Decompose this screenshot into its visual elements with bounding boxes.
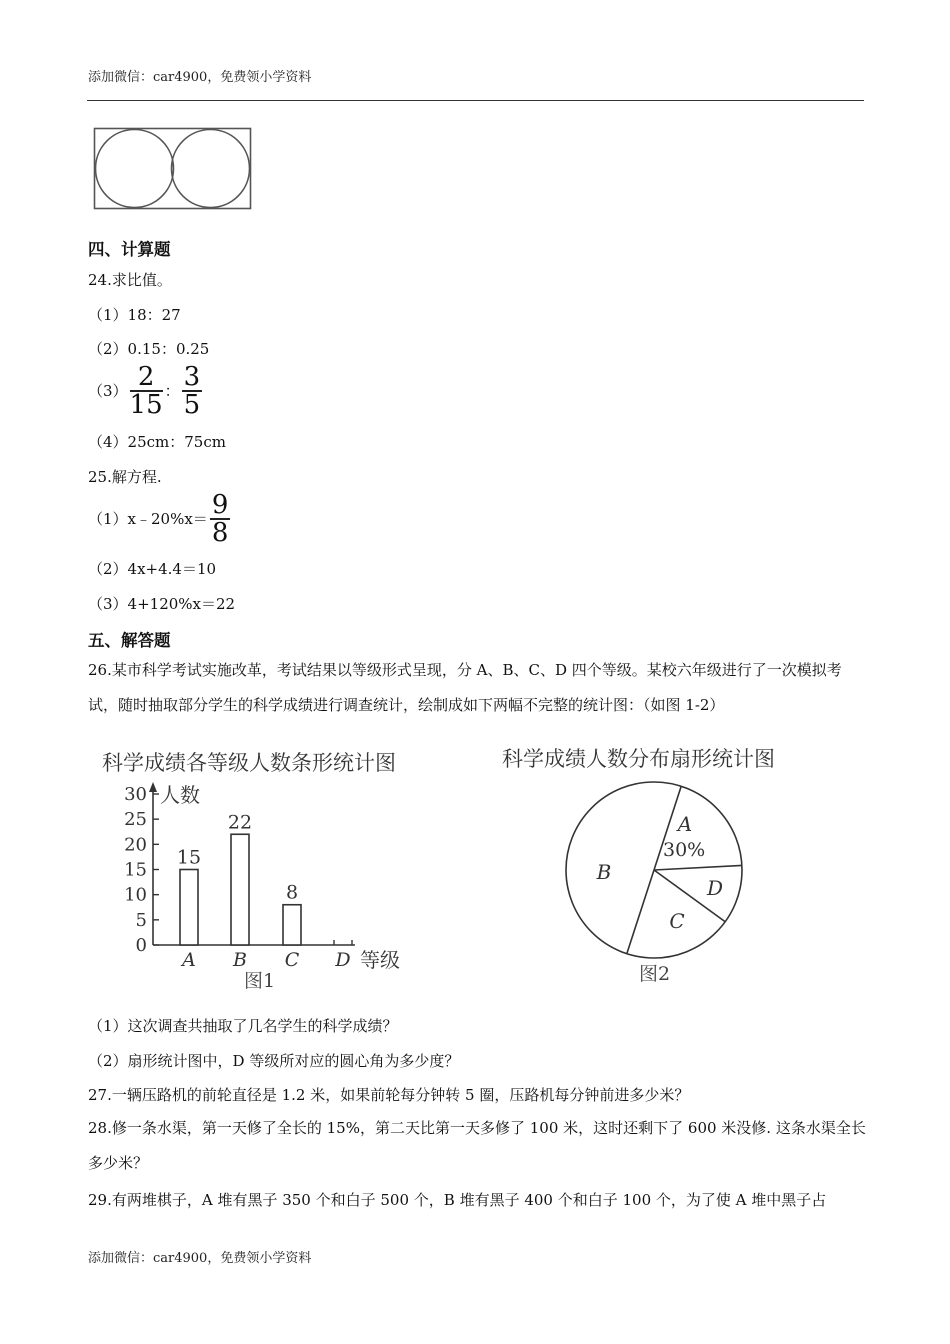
fraction-3-5: $\frac{3}{5}$: [183, 362, 201, 420]
bar-value-label: 15: [176, 846, 202, 869]
bar-category-label: A: [182, 949, 196, 971]
figure-circle-left: [96, 130, 174, 208]
bar-chart-y-arrow: [149, 782, 157, 792]
bar-c: [283, 905, 301, 945]
bar-a: [180, 870, 198, 946]
bar-chart-ytick-label: 25: [124, 809, 147, 831]
header-divider: [87, 100, 864, 101]
bar-chart-ytick-label: 20: [124, 834, 147, 856]
q24-stem: 24.求比值。: [88, 271, 172, 289]
pie-chart-title: 科学成绩人数分布扇形统计图: [502, 747, 775, 771]
q24-item2: （2）0.15：0.25: [88, 340, 210, 358]
q25-item2: （2）4x+4.4＝10: [88, 560, 217, 578]
q25-item3: （3）4+120%x＝22: [88, 595, 236, 613]
bar-chart-ytick-label: 0: [135, 935, 147, 956]
bar-chart-ylabel: 人数: [160, 783, 200, 807]
page-header: 添加微信：car4900，免费领小学资料: [88, 70, 312, 85]
pie-chart-caption: 图2: [639, 963, 671, 985]
q29-text: 29.有两堆棋子，A 堆有黑子 350 个和白子 500 个，B 堆有黑子 400 个和白子 100 个，为了使 A 堆中黑子占: [88, 1191, 827, 1209]
bar-category-label: D: [335, 949, 351, 971]
bar-chart: [92, 736, 472, 998]
q25-item1-prefix: （1）x﹣20%x＝: [88, 510, 208, 528]
pie-label-d: D: [706, 876, 724, 900]
q24-item3-prefix: （3）: [88, 382, 128, 400]
section5-title: 五、解答题: [88, 631, 171, 650]
pie-chart: [490, 736, 850, 998]
fraction-2-15: $\frac{2}{15}$: [129, 362, 163, 420]
page-footer: 添加微信：car4900，免费领小学资料: [88, 1251, 312, 1266]
bar-category-label: C: [284, 949, 300, 971]
pie-label-b: B: [596, 860, 612, 884]
q24-item1: （1）18：27: [88, 306, 181, 324]
two-circles-figure: [92, 126, 254, 212]
bar-chart-ytick-label: 30: [124, 784, 147, 805]
section4-title: 四、计算题: [88, 240, 171, 259]
bar-chart-ytick-label: 10: [124, 884, 147, 906]
q24-item3: [88, 362, 204, 420]
q26-sub1: （1）这次调查共抽取了几名学生的科学成绩？: [88, 1017, 398, 1035]
figure-rectangle: [95, 129, 251, 209]
ratio-separator: ：: [164, 382, 180, 400]
q24-item4: （4）25cm：75cm: [88, 433, 226, 451]
bar-chart-title: 科学成绩各等级人数条形统计图: [102, 751, 396, 775]
bar-value-label: 22: [227, 811, 253, 834]
q27-text: 27.一辆压路机的前轮直径是 1.2 米，如果前轮每分钟转 5 圈，压路机每分钟前进多少米？: [88, 1086, 690, 1104]
bar-chart-ytick-label: 5: [135, 909, 147, 931]
bar-value-label: 8: [285, 881, 299, 904]
q28-text: 28.修一条水渠，第一天修了全长的 15%，第二天比第一天多修了 100 米，这时还剩下了 600 米没修. 这条水渠全长多少米？: [88, 1119, 866, 1172]
bar-chart-caption: 图1: [244, 970, 276, 992]
bar-chart-xlabel: 等级: [360, 948, 400, 972]
pie-label-a: A: [677, 812, 693, 836]
q25-stem: 25.解方程.: [88, 468, 162, 486]
pie-radius-c-b: [627, 870, 654, 954]
q26-text: 26.某市科学考试实施改革，考试结果以等级形式呈现，分 A、B、C、D 四个等级。某校六年级进行了一次模拟考试，随时抽取部分学生的科学成绩进行调查统计，绘制成如下两幅不完整的统计图：（如图 1-2）: [88, 661, 842, 714]
figure-circle-right: [172, 130, 250, 208]
bar-chart-ytick-label: 15: [124, 859, 147, 881]
pie-label-c: C: [669, 909, 685, 933]
pie-radius-a-d: [654, 865, 742, 870]
pie-label-a-percent: 30%: [663, 839, 706, 861]
bar-b: [231, 834, 249, 945]
q25-item1: [88, 490, 232, 548]
fraction-9-8: $\frac{9}{8}$: [211, 490, 229, 548]
q26-sub2: （2）扇形统计图中，D 等级所对应的圆心角为多少度？: [88, 1052, 460, 1070]
bar-category-label: B: [233, 949, 247, 971]
